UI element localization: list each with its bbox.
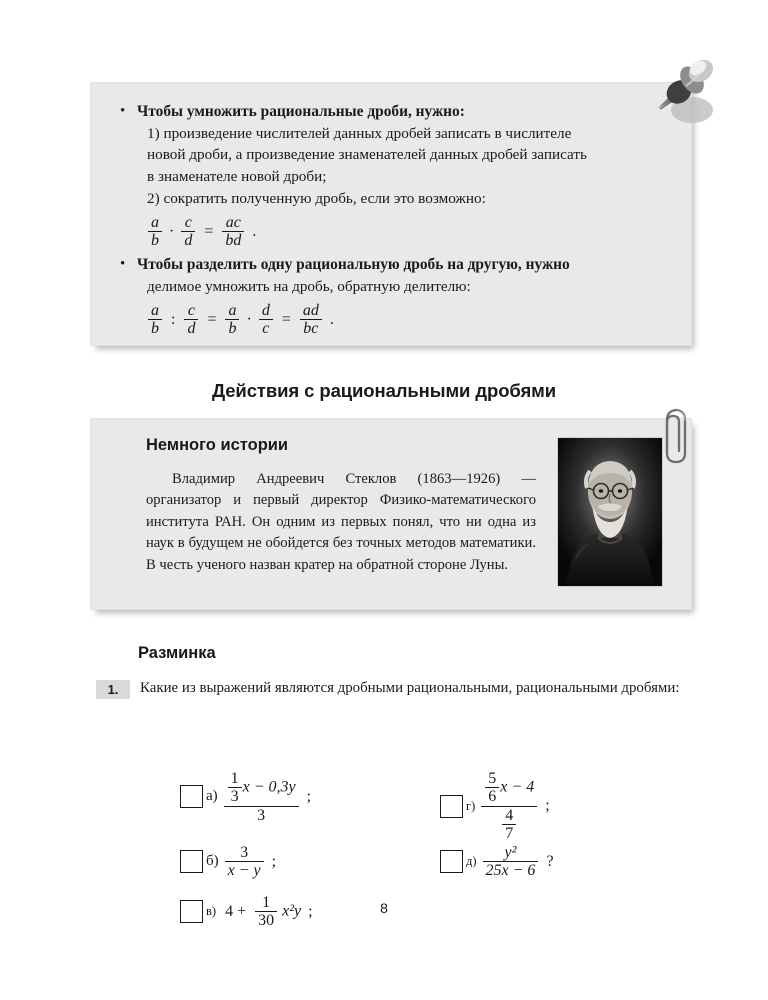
numerator [481, 770, 537, 806]
option-d-expression [482, 844, 554, 880]
pushpin-icon [648, 52, 726, 134]
rule-division [137, 254, 665, 338]
numerator: a [228, 302, 237, 320]
fraction [225, 844, 264, 880]
fraction-ac-over-bd [222, 214, 244, 250]
inner-numerator: 5 [488, 770, 497, 787]
option-a-label: а) [206, 788, 218, 805]
history-title: Немного истории [146, 436, 289, 454]
fraction-c-over-d [184, 302, 198, 338]
numerator-rest: x − 0,3y [242, 778, 296, 796]
numerator: c [184, 214, 192, 232]
numerator: ac [225, 214, 241, 232]
numerator: c [187, 302, 195, 320]
operator-equals: = [281, 310, 291, 328]
numerator: a [151, 302, 159, 320]
option-g-expression [480, 770, 549, 842]
denominator: d [184, 319, 198, 337]
denominator: x − y [225, 861, 264, 879]
option-a-tail: ; [306, 787, 312, 805]
fraction-d-over-c [259, 302, 273, 338]
formula-period: . [252, 222, 257, 240]
denominator: b [148, 231, 162, 249]
rules-list [91, 83, 691, 338]
option-a-expression [223, 770, 311, 824]
option-d[interactable] [440, 844, 554, 880]
option-a[interactable] [180, 770, 311, 824]
numerator [224, 770, 299, 806]
option-b-expression [224, 844, 276, 880]
rule-line: делимое умножить на дробь, обратную делителю: [147, 277, 471, 295]
numerator-rest: x − 4 [500, 778, 535, 796]
fraction-c-over-d [181, 214, 195, 250]
denominator: d [181, 231, 195, 249]
exercise-question: Какие из выражений являются дробными рациональными, рациональными дробями: [140, 680, 680, 696]
fraction [483, 844, 539, 880]
numerator: 1 [262, 894, 271, 911]
inner-denominator: 7 [502, 824, 516, 842]
option-b[interactable] [180, 844, 276, 880]
rule-line: 1) произведение числителей данных дробей записать в числителе [147, 124, 572, 142]
denominator: bd [222, 231, 244, 249]
checkbox-option-d[interactable] [440, 850, 463, 873]
numerator: y² [504, 844, 517, 861]
fraction-a-over-b [148, 302, 162, 338]
option-v-label: в) [206, 904, 217, 919]
denominator: c [259, 319, 273, 337]
fraction-a-over-b-2 [225, 302, 239, 338]
rule-division-heading: Чтобы разделить одну рациональную дробь на другую, нужно [137, 255, 570, 273]
rule-multiplication-body [137, 123, 665, 209]
inner-denominator: 6 [485, 787, 499, 805]
warmup-title: Разминка [138, 644, 216, 662]
history-text: Владимир Андреевич Стеклов (1863—1926) — организатор и первый директор Физико-математического института РАН. Он одним из первых понял, что ни одна из наук в будущем не обойдется без точных методов математики. В честь ученого назван кратер на обратной стороне Луны. [146, 471, 536, 573]
option-v-lead: 4 + [225, 902, 247, 920]
option-d-tail: ? [546, 852, 554, 870]
inner-fraction [228, 770, 242, 806]
denominator: 30 [255, 911, 277, 929]
inner-numerator: 1 [230, 770, 239, 787]
compound-fraction [481, 770, 537, 842]
denominator: b [225, 319, 239, 337]
numerator: ad [302, 302, 319, 320]
denominator [481, 806, 537, 843]
compound-fraction [224, 770, 299, 824]
page-title: Действия с рациональными дробями [211, 380, 557, 401]
inner-fraction-bottom [502, 807, 516, 843]
operator-divide: : [171, 310, 176, 328]
rule-line: в знаменателе новой дроби; [147, 168, 327, 186]
rule-multiplication-heading: Чтобы умножить рациональные дроби, нужно: [137, 103, 465, 120]
denominator: 3 [224, 806, 299, 824]
checkbox-option-b[interactable] [180, 850, 203, 873]
denominator: bc [300, 319, 322, 337]
fraction-ad-over-bc [300, 302, 322, 338]
denominator: b [148, 319, 162, 337]
operator-equals: = [204, 222, 214, 240]
option-b-label: б) [206, 853, 219, 870]
formula-division [137, 302, 665, 338]
formula-period: . [329, 310, 334, 328]
exercise-number-badge: 1. [96, 680, 130, 699]
rule-line: 2) сократить полученную дробь, если это возможно: [147, 189, 486, 207]
formula-multiplication [137, 214, 665, 250]
option-d-label: д) [466, 854, 477, 869]
inner-denominator: 3 [228, 787, 242, 805]
numerator: 3 [240, 844, 249, 861]
option-b-tail: ; [271, 852, 277, 870]
option-g[interactable] [440, 770, 550, 842]
numerator: a [151, 214, 159, 232]
portrait-photo [557, 437, 663, 587]
inner-numerator: 4 [505, 806, 514, 824]
rule-multiplication [137, 101, 665, 250]
rule-division-body [137, 276, 665, 298]
paperclip-icon [652, 404, 692, 468]
page-number: 8 [380, 900, 388, 916]
checkbox-option-g[interactable] [440, 795, 463, 818]
checkbox-option-a[interactable] [180, 785, 203, 808]
fraction-a-over-b [148, 214, 162, 250]
operator-multiply: · [169, 222, 175, 240]
rules-panel [90, 82, 692, 346]
inner-fraction-top [485, 770, 499, 806]
option-g-label: г) [466, 798, 476, 813]
option-g-tail: ; [545, 797, 550, 815]
history-panel [90, 418, 692, 610]
option-v-tail: ; [308, 902, 313, 920]
numerator: d [261, 302, 270, 320]
option-v-rest: x²y [282, 902, 302, 920]
operator-multiply: · [246, 310, 252, 328]
operator-equals: = [207, 310, 217, 328]
rule-line: новой дроби, а произведение знаменателей данных дробей записать [147, 146, 587, 164]
denominator: 25x − 6 [483, 861, 539, 879]
